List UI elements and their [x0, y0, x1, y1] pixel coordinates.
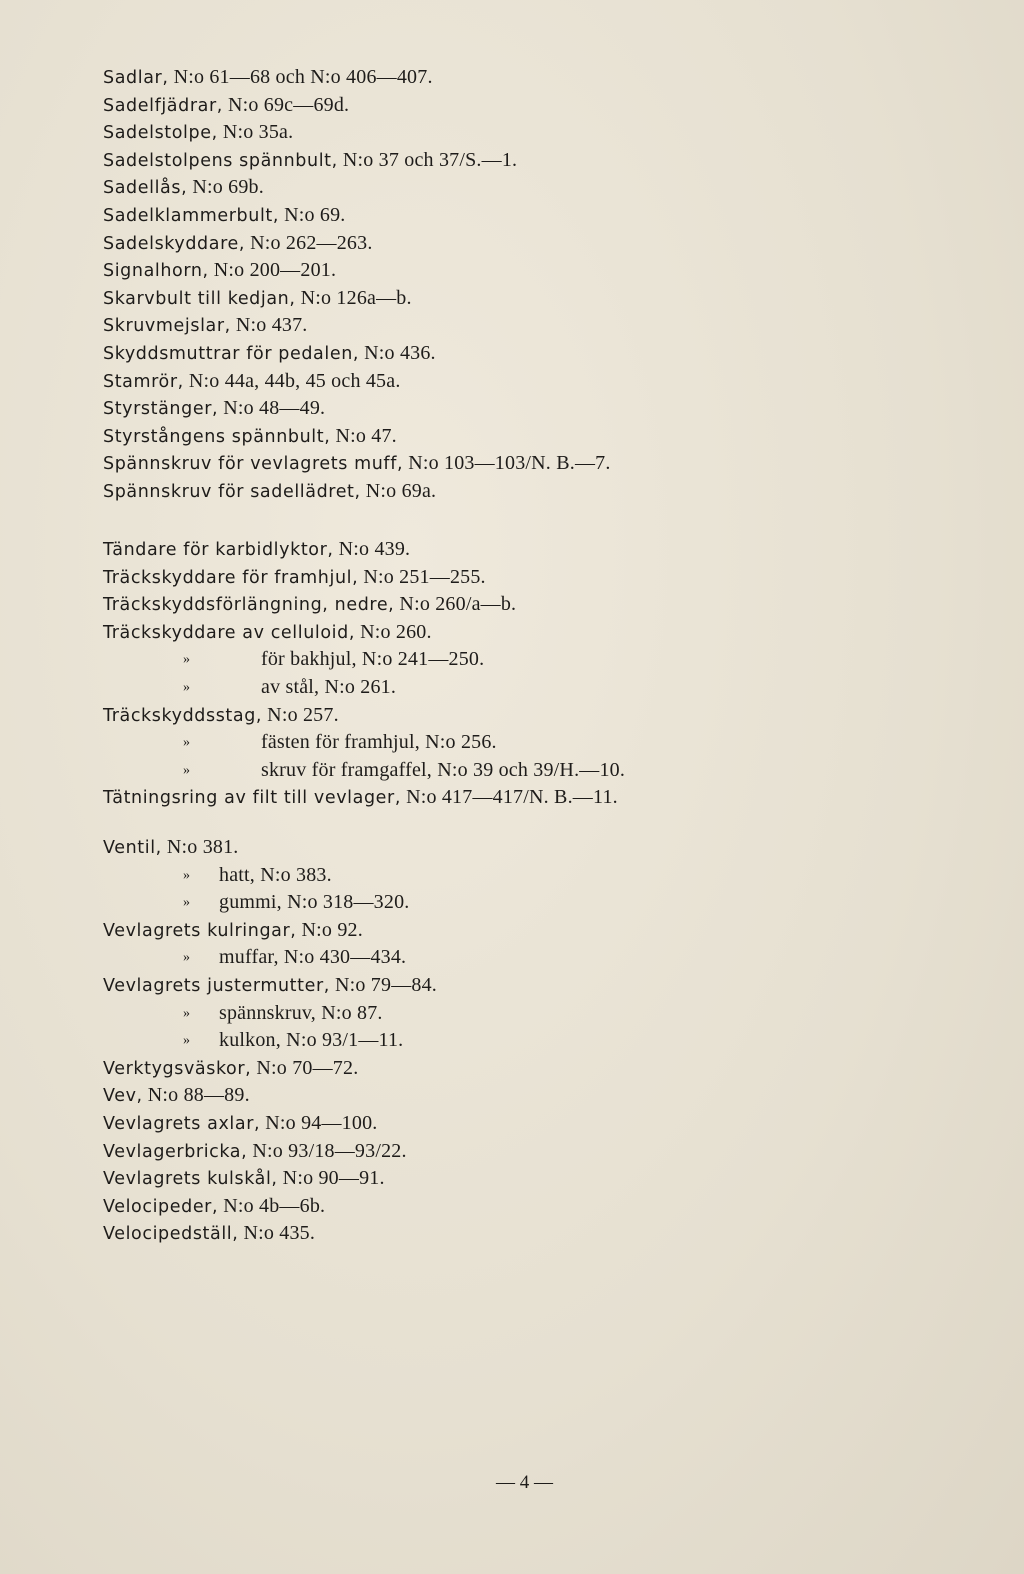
entry-reference: N:o 37 och 37/S.—1. — [342, 148, 518, 171]
entry-reference: N:o 241—250. — [361, 648, 485, 671]
entry-reference: N:o 430—434. — [283, 946, 407, 969]
page-number: — 4 — — [496, 1472, 553, 1493]
entry-subterm-text: skruv för framgaffel, — [261, 758, 432, 781]
index-entry — [103, 646, 618, 674]
ditto-mark: » — [183, 652, 191, 668]
entry-reference: N:o 70—72. — [256, 1056, 359, 1079]
entry-reference: N:o 94—100. — [265, 1111, 378, 1134]
ditto-mark: » — [183, 867, 191, 883]
entry-term: Tändare för karbidlyktor, — [103, 540, 334, 560]
entry-subterm — [219, 862, 332, 890]
index-entry — [103, 147, 611, 175]
ditto-mark: » — [183, 895, 191, 911]
index-entry — [103, 1055, 437, 1083]
index-entry — [103, 729, 618, 757]
index-entry — [103, 1193, 437, 1221]
entry-term: Sadelklammerbult, — [103, 205, 280, 226]
index-entry — [103, 1220, 437, 1248]
entry-reference: N:o 90—91. — [282, 1167, 385, 1190]
entry-term: Träckskyddsstag, — [103, 705, 263, 726]
index-entry — [103, 368, 611, 396]
entry-subterm-text: hatt, — [219, 863, 255, 886]
entry-subterm — [261, 729, 497, 757]
entry-term: Signalhorn, — [103, 261, 209, 282]
index-entry — [103, 92, 611, 120]
entry-reference: N:o 318—320. — [287, 891, 410, 914]
entry-term: Spännskruv för vevlagrets muff, — [103, 454, 404, 475]
index-entry — [103, 202, 611, 230]
entry-subterm-text: av stål, — [261, 675, 320, 698]
entry-subterm-text: spännskruv, — [219, 1001, 317, 1024]
ditto-mark: » — [183, 679, 191, 695]
index-section-v — [103, 834, 437, 1248]
entry-reference: N:o 262—263. — [250, 231, 373, 254]
index-entry — [103, 395, 611, 423]
entry-term: Träckskyddare av celluloid, — [103, 622, 356, 643]
index-entry — [103, 312, 611, 340]
entry-reference: N:o 261. — [324, 675, 397, 698]
entry-reference: N:o 381. — [166, 836, 239, 858]
entry-term: Skruvmejslar, — [103, 316, 231, 337]
entry-subterm — [219, 889, 409, 917]
index-entry — [103, 674, 618, 702]
index-section-t — [103, 536, 626, 812]
index-entry — [103, 862, 437, 890]
entry-reference: N:o 61—68 och N:o 406—407. — [173, 66, 433, 88]
entry-reference: N:o 260/a—b. — [399, 593, 517, 616]
index-entry — [103, 784, 618, 812]
entry-subterm-text: fästen för framhjul, — [261, 731, 420, 754]
entry-term: Vevlagrets kulringar, — [103, 920, 297, 941]
index-entry — [103, 702, 618, 730]
entry-reference: N:o 251—255. — [363, 565, 486, 588]
entry-reference: N:o 439. — [338, 538, 411, 560]
entry-reference: N:o 69a. — [365, 479, 437, 502]
index-entry — [103, 257, 611, 285]
index-entry — [103, 478, 611, 506]
entry-subterm — [261, 674, 396, 702]
entry-reference: N:o 437. — [235, 314, 308, 337]
entry-term: Tätningsring av filt till vevlager, — [103, 788, 401, 809]
entry-term: Sadellås, — [103, 178, 188, 199]
entry-reference: N:o 79—84. — [335, 973, 437, 996]
entry-term: Stamrör, — [103, 371, 184, 392]
entry-term: Skarvbult till kedjan, — [103, 288, 296, 309]
entry-subterm — [261, 646, 484, 674]
entry-reference: N:o 260. — [360, 620, 432, 643]
entry-reference: N:o 48—49. — [223, 397, 326, 420]
index-entry — [103, 285, 611, 313]
entry-term: Vevlagerbricka, — [103, 1141, 248, 1162]
entry-term: Sadlar, — [103, 68, 169, 88]
entry-reference: N:o 44a, 44b, 45 och 45a. — [188, 369, 401, 392]
ditto-mark: » — [183, 1033, 191, 1049]
ditto-mark: » — [183, 950, 191, 966]
entry-term: Sadelfjädrar, — [103, 95, 223, 116]
entry-term: Vev, — [103, 1086, 143, 1107]
index-entry — [103, 564, 618, 592]
index-entry — [103, 619, 618, 647]
entry-term: Träckskyddsförlängning, nedre, — [103, 595, 395, 616]
entry-reference: N:o 435. — [243, 1222, 316, 1245]
entry-reference: N:o 257. — [267, 703, 339, 726]
entry-reference: N:o 92. — [301, 918, 363, 941]
entry-reference: N:o 126a—b. — [300, 286, 412, 309]
entry-term: Styrstångens spännbult, — [103, 426, 331, 447]
entry-term: Sadelstolpe, — [103, 123, 218, 144]
index-entry — [103, 944, 437, 972]
index-entry — [103, 1027, 437, 1055]
entry-term: Sadelskyddare, — [103, 233, 246, 254]
entry-reference: N:o 47. — [335, 424, 397, 447]
index-entry — [103, 917, 437, 945]
entry-reference: N:o 87. — [321, 1001, 383, 1024]
index-entry — [103, 591, 618, 619]
index-entry — [103, 536, 618, 564]
entry-term: Vevlagrets kulskål, — [103, 1169, 278, 1190]
entry-reference: N:o 69. — [284, 203, 346, 226]
entry-reference: N:o 69b. — [192, 176, 264, 199]
index-entry — [103, 834, 437, 862]
ditto-mark: » — [183, 1005, 191, 1021]
index-entry — [103, 450, 611, 478]
entry-reference: N:o 256. — [425, 731, 497, 754]
index-entry — [103, 119, 611, 147]
entry-term: Vevlagrets axlar, — [103, 1113, 261, 1134]
index-section-s — [103, 64, 611, 506]
index-entry — [103, 972, 437, 1000]
entry-reference: N:o 436. — [364, 341, 436, 364]
entry-subterm-text: kulkon, — [219, 1029, 281, 1052]
entry-subterm-text: gummi, — [219, 891, 282, 914]
entry-subterm — [219, 1027, 403, 1055]
ditto-mark: » — [183, 735, 191, 751]
entry-term: Ventil, — [103, 838, 162, 858]
entry-reference: N:o 35a. — [222, 121, 294, 144]
index-entry — [103, 340, 611, 368]
index-entry — [103, 1082, 437, 1110]
entry-subterm-text: för bakhjul, — [261, 648, 357, 671]
ditto-mark: » — [183, 762, 191, 778]
entry-term: Vevlagrets justermutter, — [103, 975, 330, 996]
entry-term: Sadelstolpens spännbult, — [103, 150, 338, 171]
entry-reference: N:o 93/1—11. — [286, 1029, 404, 1052]
entry-subterm — [261, 757, 625, 785]
entry-reference: N:o 4b—6b. — [223, 1194, 326, 1217]
entry-reference: N:o 383. — [260, 863, 332, 886]
entry-term: Velocipeder, — [103, 1196, 219, 1217]
entry-term: Verktygsväskor, — [103, 1058, 252, 1079]
entry-reference: N:o 103—103/N. B.—7. — [408, 452, 611, 475]
index-entry — [103, 757, 626, 785]
entry-reference: N:o 69c—69d. — [227, 93, 350, 116]
entry-reference: N:o 417—417/N. B.—11. — [406, 786, 618, 809]
entry-subterm — [219, 944, 406, 972]
entry-reference: N:o 93/18—93/22. — [252, 1139, 407, 1162]
index-entry — [103, 230, 611, 258]
entry-reference: N:o 200—201. — [213, 259, 337, 282]
entry-subterm — [219, 1000, 383, 1028]
entry-term: Skyddsmuttrar för pedalen, — [103, 343, 360, 364]
entry-reference: N:o 39 och 39/H.—10. — [437, 758, 626, 781]
entry-term: Spännskruv för sadellädret, — [103, 481, 361, 502]
entry-term: Velocipedställ, — [103, 1224, 239, 1245]
index-entry — [103, 1110, 437, 1138]
index-entry — [103, 1000, 437, 1028]
entry-term: Styrstänger, — [103, 399, 219, 420]
entry-subterm-text: muffar, — [219, 946, 279, 969]
index-entry — [103, 889, 437, 917]
entry-term: Träckskyddare för framhjul, — [103, 567, 359, 588]
entry-reference: N:o 88—89. — [147, 1084, 250, 1107]
index-entry — [103, 64, 611, 92]
index-entry — [103, 423, 611, 451]
index-entry — [103, 1165, 437, 1193]
index-entry — [103, 174, 611, 202]
index-entry — [103, 1138, 437, 1166]
